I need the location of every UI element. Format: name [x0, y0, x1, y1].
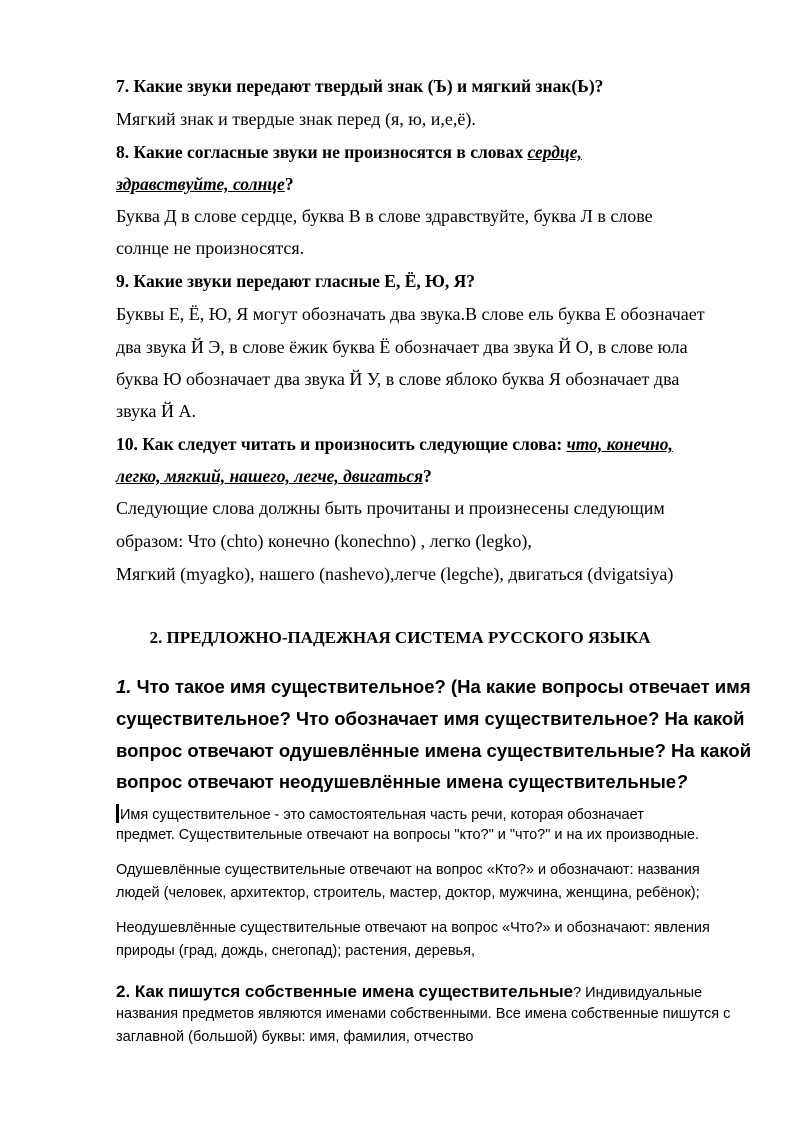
answer-9-line-2: два звука Й Э, в слове ёжик буква Ё обозначает два звука Й О, в слове юла: [116, 337, 688, 357]
question-8-line-1: [116, 142, 582, 163]
paragraph-1-line-1: [116, 804, 644, 823]
question-1-text-4: вопрос отвечают неодушевлённые имена существительные: [116, 771, 677, 792]
question-8-line-2: [116, 174, 294, 195]
question-8-mark: ?: [284, 174, 294, 194]
question-1-line-4: [116, 771, 687, 793]
question-2-bold: 2. Как пишутся собственные имена существительные: [116, 982, 574, 1001]
paragraph-1-line-2: предмет. Существительные отвечают на вопросы "кто?" и "что?" и на их производные.: [116, 827, 700, 843]
answer-7: Мягкий знак и твердые знак перед (я, ю, и,е,ё).: [116, 109, 476, 129]
question-10-words-1: что, конечно,: [566, 434, 673, 454]
question-7-text: 7. Какие звуки передают твердый знак (Ъ) и мягкий знак(Ь)?: [116, 76, 604, 96]
answer-10-line-3: Мягкий (myagko), нашего (nashevo),легче (legche), двигаться (dvigatsiya): [116, 564, 674, 584]
answer-9-line-3: буква Ю обозначает два звука Й У, в слове яблоко буква Я обозначает два: [116, 369, 680, 389]
answer-9-line-4: звука Й А.: [116, 401, 196, 421]
question-1-text-1: Что такое имя существительное? (На какие вопросы отвечает имя: [131, 676, 751, 697]
answer-10-line-1: Следующие слова должны быть прочитаны и произнесены следующим: [116, 498, 665, 518]
question-1-line-3: вопрос отвечают одушевлённые имена существительные? На какой: [116, 740, 752, 761]
paragraph-4-line-3: заглавной (большой) буквы: имя, фамилия, отчество: [116, 1029, 474, 1045]
question-10-prefix: 10. Как следует читать и произносить следующие слова:: [116, 434, 567, 454]
paragraph-2-line-2: людей (человек, архитектор, строитель, мастер, доктор, мужчина, женщина, ребёнок);: [116, 885, 700, 901]
answer-9-line-1: Буквы Е, Ё, Ю, Я могут обозначать два звука.В слове ель буква Е обозначает: [116, 304, 705, 324]
question-8-prefix: 8. Какие согласные звуки не произносятся в словах: [116, 142, 528, 162]
question-10-line-2: [116, 466, 432, 487]
text-cursor: [116, 804, 119, 823]
question-8-words-1: сердце,: [527, 142, 582, 162]
question-9: 9. Какие звуки передают гласные Е, Ё, Ю, Я?: [116, 271, 475, 291]
paragraph-3-line-1: Неодушевлённые существительные отвечают на вопрос «Что?» и обозначают: явления: [116, 920, 710, 936]
answer-8-line-1: Буква Д в слове сердце, буква В в слове здравствуйте, буква Л в слове: [116, 206, 653, 226]
question-1-line-1: [116, 676, 751, 698]
question-10-words-2: легко, мягкий, нашего, легче, двигаться: [116, 466, 423, 486]
question-1-line-2: существительное? Что обозначает имя существительное? На какой: [116, 708, 745, 729]
answer-10-line-2: образом: Что (chto) конечно (konechno) , легко (legko),: [116, 531, 532, 551]
answer-8-line-2: солнце не произносятся.: [116, 238, 305, 258]
paragraph-2-line-1: Одушевлённые существительные отвечают на вопрос «Кто?» и обозначают: названия: [116, 862, 700, 878]
question-1-mark: ?: [676, 771, 688, 792]
question-7: [116, 76, 603, 97]
question-8-words-2: здравствуйте, солнце: [116, 174, 285, 194]
question-10-line-1: [116, 434, 673, 455]
paragraph-4-line-2: названия предметов являются именами собственными. Все имена собственные пишутся с: [116, 1006, 731, 1022]
question-1-number: 1.: [116, 676, 132, 697]
paragraph-3-line-2: природы (град, дождь, снегопад); растения, деревья,: [116, 943, 475, 959]
question-10-mark: ?: [422, 466, 432, 486]
question-2-rest: ? Индивидуальные: [573, 985, 703, 1001]
question-2-line-1: [116, 982, 702, 1002]
paragraph-1-text-1: Имя существительное - это самостоятельная часть речи, которая обозначает: [120, 807, 644, 823]
section-2-title: 2. ПРЕДЛОЖНО-ПАДЕЖНАЯ СИСТЕМА РУССКОГО ЯЗЫКА: [149, 628, 651, 647]
